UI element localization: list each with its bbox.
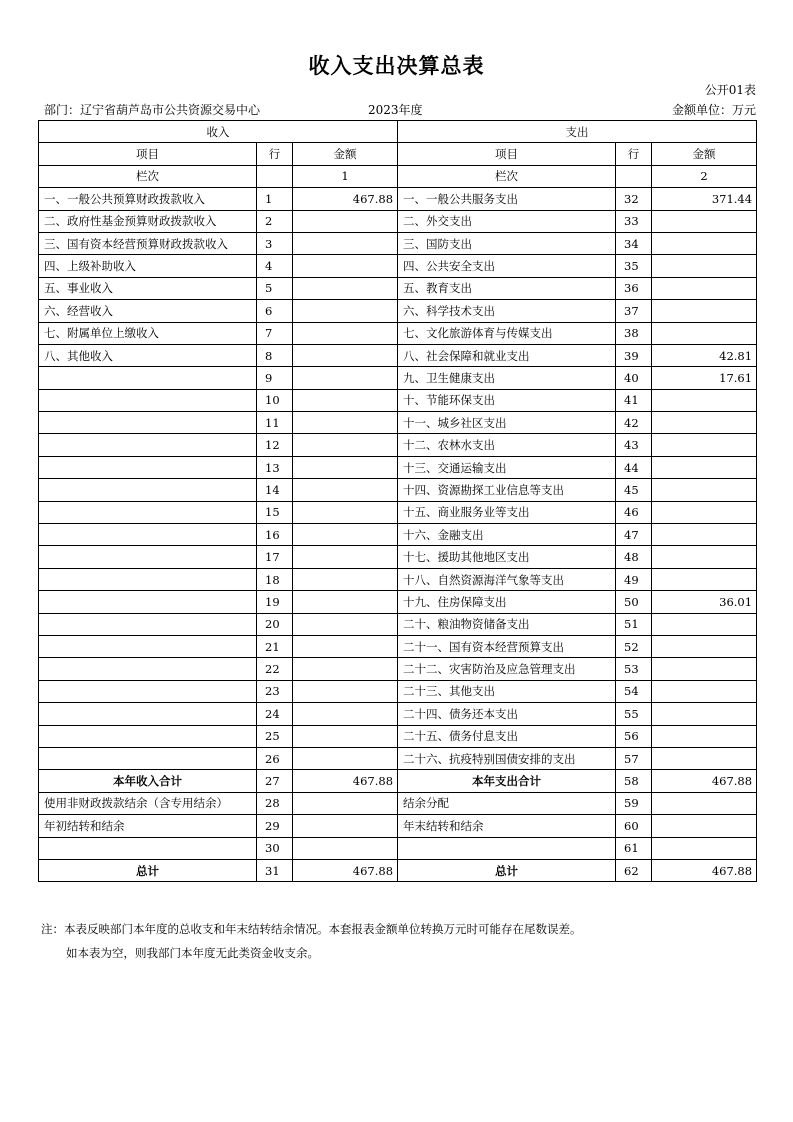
income-line-cell: 7 bbox=[257, 322, 293, 344]
expense-item-cell: 三、国防支出 bbox=[398, 232, 616, 254]
table-row bbox=[39, 367, 757, 389]
expense-line-cell: 34 bbox=[616, 232, 652, 254]
expense-amount-cell bbox=[652, 232, 757, 254]
amount-unit: 金额单位：万元 bbox=[671, 103, 756, 117]
expense-amount-cell bbox=[652, 524, 757, 546]
income-amount-cell bbox=[293, 322, 398, 344]
income-item-cell: 年初结转和结余 bbox=[39, 815, 257, 837]
income-amount-cell bbox=[293, 277, 398, 299]
expense-line-cell: 51 bbox=[616, 613, 652, 635]
income-amount-cell bbox=[293, 725, 398, 747]
income-line-cell: 24 bbox=[257, 703, 293, 725]
expense-item-cell: 总计 bbox=[398, 859, 616, 881]
expense-line-cell: 38 bbox=[616, 322, 652, 344]
expense-item-cell: 年末结转和结余 bbox=[398, 815, 616, 837]
income-line-cell: 3 bbox=[257, 232, 293, 254]
expense-amount-cell bbox=[652, 210, 757, 232]
income-line-cell: 23 bbox=[257, 680, 293, 702]
income-amount-cell bbox=[293, 434, 398, 456]
income-amount-cell bbox=[293, 613, 398, 635]
income-item-cell bbox=[39, 747, 257, 769]
income-line-cell: 29 bbox=[257, 815, 293, 837]
table-row bbox=[39, 792, 757, 814]
expense-item-cell: 七、文化旅游体育与传媒支出 bbox=[398, 322, 616, 344]
footnote: 注：本表反映部门本年度的总收支和年末结转结余情况。本套报表金额单位转换万元时可能存在尾数误差。 bbox=[41, 922, 582, 936]
expense-line-cell: 32 bbox=[616, 188, 652, 210]
column-number-row bbox=[39, 165, 757, 187]
income-line-cell: 4 bbox=[257, 255, 293, 277]
expense-amount-cell: 467.88 bbox=[652, 859, 757, 881]
form-number: 公开01表 bbox=[704, 83, 756, 97]
table-row bbox=[39, 188, 757, 210]
expense-item-cell: 四、公共安全支出 bbox=[398, 255, 616, 277]
table-row bbox=[39, 613, 757, 635]
expense-item-cell: 十八、自然资源海洋气象等支出 bbox=[398, 568, 616, 590]
income-line-cell: 13 bbox=[257, 456, 293, 478]
report-meta bbox=[38, 101, 756, 117]
income-line-cell: 16 bbox=[257, 524, 293, 546]
expense-line-cell: 55 bbox=[616, 703, 652, 725]
table-row bbox=[39, 389, 757, 411]
income-amount-cell bbox=[293, 524, 398, 546]
expense-amount-cell bbox=[652, 389, 757, 411]
income-item-cell: 七、附属单位上缴收入 bbox=[39, 322, 257, 344]
table-row bbox=[39, 725, 757, 747]
income-item-cell bbox=[39, 703, 257, 725]
income-amount-cell bbox=[293, 837, 398, 859]
expense-item-cell: 九、卫生健康支出 bbox=[398, 367, 616, 389]
table-row bbox=[39, 703, 757, 725]
table-row bbox=[39, 546, 757, 568]
expense-item-cell: 二、外交支出 bbox=[398, 210, 616, 232]
income-amount-cell: 467.88 bbox=[293, 859, 398, 881]
income-line-cell: 2 bbox=[257, 210, 293, 232]
expense-amount-cell bbox=[652, 255, 757, 277]
department-label: 部门：辽宁省葫芦岛市公共资源交易中心 bbox=[44, 103, 261, 117]
income-line-cell: 22 bbox=[257, 658, 293, 680]
expense-line-cell: 39 bbox=[616, 344, 652, 366]
expense-item-cell: 十三、交通运输支出 bbox=[398, 456, 616, 478]
table-row bbox=[39, 412, 757, 434]
expense-item-cell: 六、科学技术支出 bbox=[398, 300, 616, 322]
income-line-cell: 25 bbox=[257, 725, 293, 747]
expense-item-cell: 十九、住房保障支出 bbox=[398, 591, 616, 613]
income-amount-cell: 467.88 bbox=[293, 770, 398, 792]
expense-line-cell: 43 bbox=[616, 434, 652, 456]
income-item-cell bbox=[39, 658, 257, 680]
income-item-cell: 五、事业收入 bbox=[39, 277, 257, 299]
expense-item-cell: 二十六、抗疫特别国债安排的支出 bbox=[398, 747, 616, 769]
expense-amount-cell bbox=[652, 434, 757, 456]
income-line-cell: 6 bbox=[257, 300, 293, 322]
income-amount-cell bbox=[293, 501, 398, 523]
income-item-cell bbox=[39, 524, 257, 546]
income-line-cell: 12 bbox=[257, 434, 293, 456]
expense-item-cell bbox=[398, 837, 616, 859]
expense-amount-cell bbox=[652, 725, 757, 747]
income-line-cell: 15 bbox=[257, 501, 293, 523]
expense-item-cell: 一、一般公共服务支出 bbox=[398, 188, 616, 210]
income-line-cell: 26 bbox=[257, 747, 293, 769]
table-row bbox=[39, 815, 757, 837]
expense-line-cell: 49 bbox=[616, 568, 652, 590]
table-row bbox=[39, 232, 757, 254]
income-amount-cell bbox=[293, 412, 398, 434]
income-item-cell: 四、上级补助收入 bbox=[39, 255, 257, 277]
income-column-number: 1 bbox=[293, 165, 398, 187]
table-row bbox=[39, 300, 757, 322]
income-column-blank bbox=[257, 165, 293, 187]
table-row bbox=[39, 591, 757, 613]
expense-line-cell: 62 bbox=[616, 859, 652, 881]
income-amount-cell bbox=[293, 747, 398, 769]
table-row bbox=[39, 434, 757, 456]
income-amount-cell bbox=[293, 210, 398, 232]
table-row bbox=[39, 344, 757, 366]
income-line-cell: 1 bbox=[257, 188, 293, 210]
expense-amount-cell: 17.61 bbox=[652, 367, 757, 389]
income-line-cell: 27 bbox=[257, 770, 293, 792]
expense-amount-cell bbox=[652, 568, 757, 590]
expense-line-cell: 54 bbox=[616, 680, 652, 702]
expense-item-cell: 十、节能环保支出 bbox=[398, 389, 616, 411]
expense-item-cell: 二十一、国有资本经营预算支出 bbox=[398, 635, 616, 657]
income-amount-cell bbox=[293, 591, 398, 613]
expense-item-cell: 二十二、灾害防治及应急管理支出 bbox=[398, 658, 616, 680]
expense-amount-cell bbox=[652, 501, 757, 523]
income-item-cell: 二、政府性基金预算财政拨款收入 bbox=[39, 210, 257, 232]
expense-line-cell: 42 bbox=[616, 412, 652, 434]
income-amount-cell bbox=[293, 658, 398, 680]
expense-line-cell: 53 bbox=[616, 658, 652, 680]
table-row bbox=[39, 210, 757, 232]
expense-amount-cell bbox=[652, 635, 757, 657]
income-item-cell bbox=[39, 479, 257, 501]
income-line-cell: 11 bbox=[257, 412, 293, 434]
income-line-cell: 19 bbox=[257, 591, 293, 613]
expense-line-cell: 50 bbox=[616, 591, 652, 613]
income-item-cell bbox=[39, 591, 257, 613]
income-line-header: 行 bbox=[257, 143, 293, 165]
expense-line-header: 行 bbox=[616, 143, 652, 165]
table-row bbox=[39, 658, 757, 680]
expense-line-cell: 41 bbox=[616, 389, 652, 411]
expense-item-cell: 十四、资源勘探工业信息等支出 bbox=[398, 479, 616, 501]
income-item-cell: 三、国有资本经营预算财政拨款收入 bbox=[39, 232, 257, 254]
income-line-cell: 20 bbox=[257, 613, 293, 635]
table-row bbox=[39, 255, 757, 277]
expense-amount-cell: 36.01 bbox=[652, 591, 757, 613]
expense-line-cell: 58 bbox=[616, 770, 652, 792]
table-row bbox=[39, 837, 757, 859]
expense-amount-cell bbox=[652, 479, 757, 501]
income-line-cell: 21 bbox=[257, 635, 293, 657]
expense-amount-cell bbox=[652, 703, 757, 725]
expense-line-cell: 44 bbox=[616, 456, 652, 478]
income-line-cell: 18 bbox=[257, 568, 293, 590]
income-item-cell bbox=[39, 501, 257, 523]
income-expense-table bbox=[38, 120, 757, 882]
expense-section-header: 支出 bbox=[398, 121, 757, 143]
expense-column-blank bbox=[616, 165, 652, 187]
expense-item-cell: 二十、粮油物资储备支出 bbox=[398, 613, 616, 635]
table-row bbox=[39, 322, 757, 344]
expense-item-header: 项目 bbox=[398, 143, 616, 165]
expense-amount-cell bbox=[652, 792, 757, 814]
income-amount-cell bbox=[293, 815, 398, 837]
expense-line-cell: 35 bbox=[616, 255, 652, 277]
expense-item-cell: 二十三、其他支出 bbox=[398, 680, 616, 702]
income-line-cell: 10 bbox=[257, 389, 293, 411]
expense-amount-cell bbox=[652, 837, 757, 859]
income-amount-cell bbox=[293, 635, 398, 657]
expense-item-cell: 十五、商业服务业等支出 bbox=[398, 501, 616, 523]
expense-amount-cell bbox=[652, 815, 757, 837]
income-amount-cell bbox=[293, 546, 398, 568]
expense-amount-cell bbox=[652, 546, 757, 568]
expense-item-cell: 八、社会保障和就业支出 bbox=[398, 344, 616, 366]
income-amount-cell bbox=[293, 367, 398, 389]
table-row bbox=[39, 770, 757, 792]
income-item-cell bbox=[39, 837, 257, 859]
expense-column-label: 栏次 bbox=[398, 165, 616, 187]
expense-amount-cell bbox=[652, 300, 757, 322]
income-amount-cell bbox=[293, 300, 398, 322]
expense-amount-cell: 467.88 bbox=[652, 770, 757, 792]
table-row bbox=[39, 635, 757, 657]
expense-line-cell: 60 bbox=[616, 815, 652, 837]
expense-item-cell: 结余分配 bbox=[398, 792, 616, 814]
income-section-header: 收入 bbox=[39, 121, 398, 143]
income-line-cell: 30 bbox=[257, 837, 293, 859]
expense-amount-cell bbox=[652, 412, 757, 434]
income-amount-cell bbox=[293, 344, 398, 366]
income-item-cell bbox=[39, 613, 257, 635]
expense-item-cell: 十二、农林水支出 bbox=[398, 434, 616, 456]
expense-item-cell: 二十五、债务付息支出 bbox=[398, 725, 616, 747]
section-header-row bbox=[39, 121, 757, 143]
income-line-cell: 31 bbox=[257, 859, 293, 881]
income-item-cell: 本年收入合计 bbox=[39, 770, 257, 792]
expense-line-cell: 40 bbox=[616, 367, 652, 389]
expense-line-cell: 46 bbox=[616, 501, 652, 523]
income-amount-cell bbox=[293, 255, 398, 277]
income-line-cell: 9 bbox=[257, 367, 293, 389]
table-row bbox=[39, 524, 757, 546]
expense-line-cell: 59 bbox=[616, 792, 652, 814]
column-header-row bbox=[39, 143, 757, 165]
expense-amount-cell bbox=[652, 322, 757, 344]
income-line-cell: 5 bbox=[257, 277, 293, 299]
table-row bbox=[39, 568, 757, 590]
expense-item-cell: 本年支出合计 bbox=[398, 770, 616, 792]
income-item-cell: 一、一般公共预算财政拨款收入 bbox=[39, 188, 257, 210]
expense-amount-cell: 42.81 bbox=[652, 344, 757, 366]
income-line-cell: 17 bbox=[257, 546, 293, 568]
table-row bbox=[39, 501, 757, 523]
expense-line-cell: 36 bbox=[616, 277, 652, 299]
expense-amount-cell bbox=[652, 613, 757, 635]
expense-line-cell: 56 bbox=[616, 725, 652, 747]
table-row bbox=[39, 277, 757, 299]
table-row bbox=[39, 680, 757, 702]
income-line-cell: 8 bbox=[257, 344, 293, 366]
expense-line-cell: 33 bbox=[616, 210, 652, 232]
expense-line-cell: 48 bbox=[616, 546, 652, 568]
income-line-cell: 14 bbox=[257, 479, 293, 501]
table-row bbox=[39, 479, 757, 501]
income-item-cell bbox=[39, 725, 257, 747]
income-item-cell bbox=[39, 546, 257, 568]
expense-amount-cell: 371.44 bbox=[652, 188, 757, 210]
report-year: 2023年度 bbox=[368, 103, 423, 117]
income-amount-cell bbox=[293, 479, 398, 501]
income-amount-cell bbox=[293, 568, 398, 590]
expense-item-cell: 十六、金融支出 bbox=[398, 524, 616, 546]
expense-line-cell: 45 bbox=[616, 479, 652, 501]
expense-item-cell: 十七、援助其他地区支出 bbox=[398, 546, 616, 568]
income-item-cell: 使用非财政拨款结余（含专用结余） bbox=[39, 792, 257, 814]
income-amount-cell bbox=[293, 389, 398, 411]
expense-item-cell: 二十四、债务还本支出 bbox=[398, 703, 616, 725]
income-amount-cell bbox=[293, 456, 398, 478]
expense-amount-cell bbox=[652, 658, 757, 680]
income-item-header: 项目 bbox=[39, 143, 257, 165]
income-item-cell bbox=[39, 367, 257, 389]
income-amount-cell: 467.88 bbox=[293, 188, 398, 210]
expense-amount-cell bbox=[652, 680, 757, 702]
expense-item-cell: 十一、城乡社区支出 bbox=[398, 412, 616, 434]
income-item-cell bbox=[39, 635, 257, 657]
income-item-cell bbox=[39, 434, 257, 456]
income-item-cell bbox=[39, 680, 257, 702]
income-column-label: 栏次 bbox=[39, 165, 257, 187]
expense-amount-cell bbox=[652, 456, 757, 478]
table-row bbox=[39, 859, 757, 881]
income-amount-cell bbox=[293, 792, 398, 814]
expense-amount-cell bbox=[652, 747, 757, 769]
expense-item-cell: 五、教育支出 bbox=[398, 277, 616, 299]
page-title: 收入支出决算总表 bbox=[308, 54, 485, 78]
table-row bbox=[39, 456, 757, 478]
income-item-cell: 六、经营收入 bbox=[39, 300, 257, 322]
expense-column-number: 2 bbox=[652, 165, 757, 187]
income-amount-cell bbox=[293, 703, 398, 725]
expense-amount-header: 金额 bbox=[652, 143, 757, 165]
footnote-empty-table: 如本表为空，则我部门本年度无此类资金收支余。 bbox=[66, 946, 319, 960]
expense-amount-cell bbox=[652, 277, 757, 299]
table-row bbox=[39, 747, 757, 769]
income-amount-cell bbox=[293, 232, 398, 254]
income-item-cell bbox=[39, 456, 257, 478]
income-amount-cell bbox=[293, 680, 398, 702]
income-item-cell bbox=[39, 412, 257, 434]
income-item-cell: 八、其他收入 bbox=[39, 344, 257, 366]
income-line-cell: 28 bbox=[257, 792, 293, 814]
income-item-cell bbox=[39, 568, 257, 590]
income-item-cell bbox=[39, 389, 257, 411]
expense-line-cell: 61 bbox=[616, 837, 652, 859]
expense-line-cell: 37 bbox=[616, 300, 652, 322]
income-item-cell: 总计 bbox=[39, 859, 257, 881]
expense-line-cell: 47 bbox=[616, 524, 652, 546]
expense-line-cell: 52 bbox=[616, 635, 652, 657]
income-amount-header: 金额 bbox=[293, 143, 398, 165]
expense-line-cell: 57 bbox=[616, 747, 652, 769]
